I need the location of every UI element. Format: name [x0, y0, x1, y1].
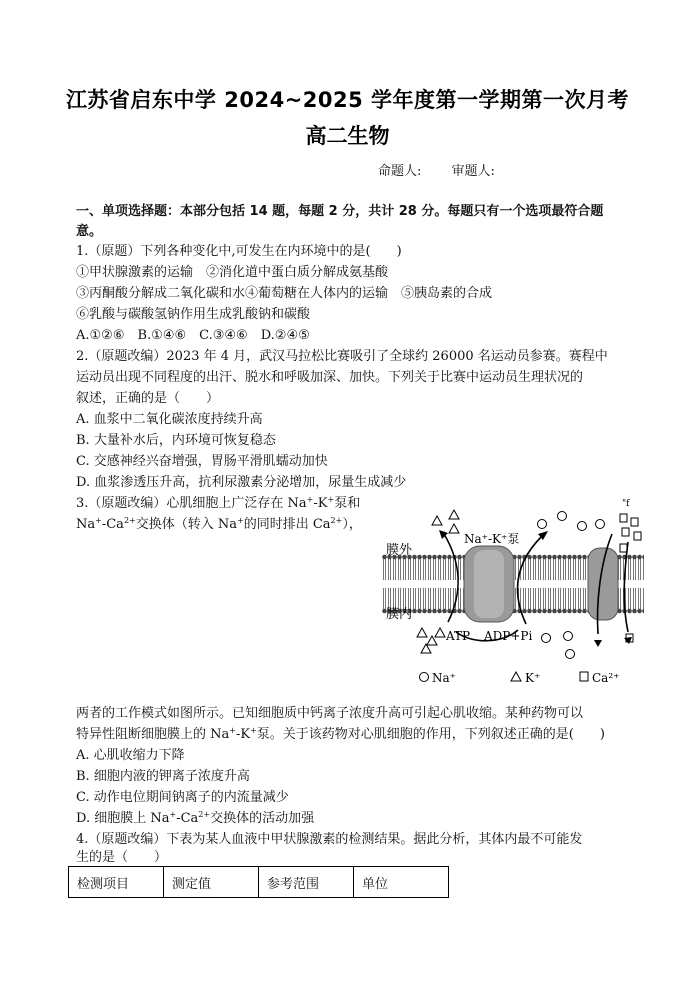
- atp-label: ATP: [446, 629, 471, 643]
- authors-line: [378, 160, 521, 179]
- q2-option-c: C. 交感神经兴奋增强，胃肠平滑肌蠕动加快: [76, 454, 328, 469]
- reviewer-label: 审题人:: [451, 164, 495, 179]
- ion-transport-diagram: [382, 494, 644, 694]
- q3-stem4: 特异性阻断细胞膜上的 Na+-K+泵。关于该药物对心肌细胞的作用，下列叙述正确的是( ): [76, 726, 605, 742]
- exam-title: 江苏省启东中学 2024~2025 学年度第一学期第一次月考: [65, 88, 630, 112]
- pump-label: Na⁺-K⁺泵: [464, 532, 520, 546]
- q3-option-d: D. 细胞膜上 $Na^+-Ca^{2+}$交换体的活动加强: [76, 810, 315, 826]
- q3-option-c: C. 动作电位期间钠离子的内流量减少: [76, 790, 289, 805]
- outside-label: 膜外: [386, 543, 413, 558]
- q4-stem1: 4.（原题改编）下表为某人血液中甲状腺激素的检测结果。据此分析，其体内最不可能发: [76, 832, 583, 847]
- legend-ca: Ca²⁺: [592, 671, 620, 685]
- section-heading: 一、单项选择题：本部分包括 14 题，每题 2 分，共计 28 分。每题只有一个选项最符合题: [76, 204, 604, 219]
- table-header-cell: 检测项目: [69, 867, 164, 898]
- q2-stem2: 运动员出现不同程度的出汗、脱水和呼吸加深、加快。下列关于比赛中运动员生理状况的: [76, 370, 584, 385]
- table-header-row: [69, 867, 449, 898]
- q1-stem: 1.（原题）下列各种变化中,可发生在内环境中的是( ): [76, 244, 402, 259]
- q1-line3: ⑥乳酸与碳酸氢钠作用生成乳酸钠和碳酸: [76, 307, 311, 322]
- diagram-legend: [420, 671, 620, 685]
- q2-stem3: 叙述，正确的是（ ）: [76, 391, 220, 406]
- section-heading-cont: 意。: [76, 224, 103, 239]
- q2-stem1: 2.（原题改编）2023 年 4 月，武汉马拉松比赛吸引了全球约 26000 名运动员参赛。赛程中: [76, 349, 608, 364]
- q3-stem2: $Na^+-Ca^{2+}$交换体（转入 Na+的同时排出 $Ca^{2+}$），: [76, 516, 362, 532]
- table-header-cell: 测定值: [164, 867, 259, 898]
- q2-option-b: B. 大量补水后，内环境可恢复稳态: [76, 433, 276, 448]
- legend-na: Na⁺: [432, 671, 456, 685]
- adp-label: ADP+Pi: [484, 629, 533, 643]
- thyroid-results-table: [68, 866, 449, 898]
- q1-options: A.①②⑥ B.①④⑥ C.③④⑥ D.②④⑤: [76, 328, 310, 343]
- table-header-cell: 单位: [354, 867, 449, 898]
- legend-k: K⁺: [525, 671, 541, 685]
- q4-stem2: 生的是（ ）: [76, 850, 168, 865]
- inside-label: 膜内: [386, 607, 413, 622]
- q1-line2: ③丙酮酸分解成二氧化碳和水④葡萄糖在人体内的运输 ⑤胰岛素的合成: [76, 286, 493, 301]
- q3-stem3: 两者的工作模式如图所示。已知细胞质中钙离子浓度升高可引起心肌收缩。某种药物可以: [76, 706, 584, 721]
- q3-option-a: A. 心肌收缩力下降: [76, 748, 185, 763]
- q3-stem1: 3.（原题改编）心肌细胞上广泛存在 Na+-K+泵和: [76, 495, 361, 511]
- na-k-pump-protein: [464, 546, 514, 622]
- q1-line1: ①甲状腺激素的运输 ②消化道中蛋白质分解成氨基酸: [76, 265, 389, 280]
- q2-option-a: A. 血浆中二氧化碳浓度持续升高: [76, 412, 263, 427]
- corner-mark: "f: [622, 499, 630, 509]
- q3-option-b: B. 细胞内液的钾离子浓度升高: [76, 769, 250, 784]
- na-ca-exchanger-protein: [588, 548, 618, 620]
- table-header-cell: 参考范围: [259, 867, 354, 898]
- q2-option-d: D. 血浆渗透压升高，抗利尿激素分泌增加，尿量生成减少: [76, 475, 407, 490]
- setter-label: 命题人:: [378, 164, 422, 179]
- exam-subject: 高二生物: [305, 124, 390, 148]
